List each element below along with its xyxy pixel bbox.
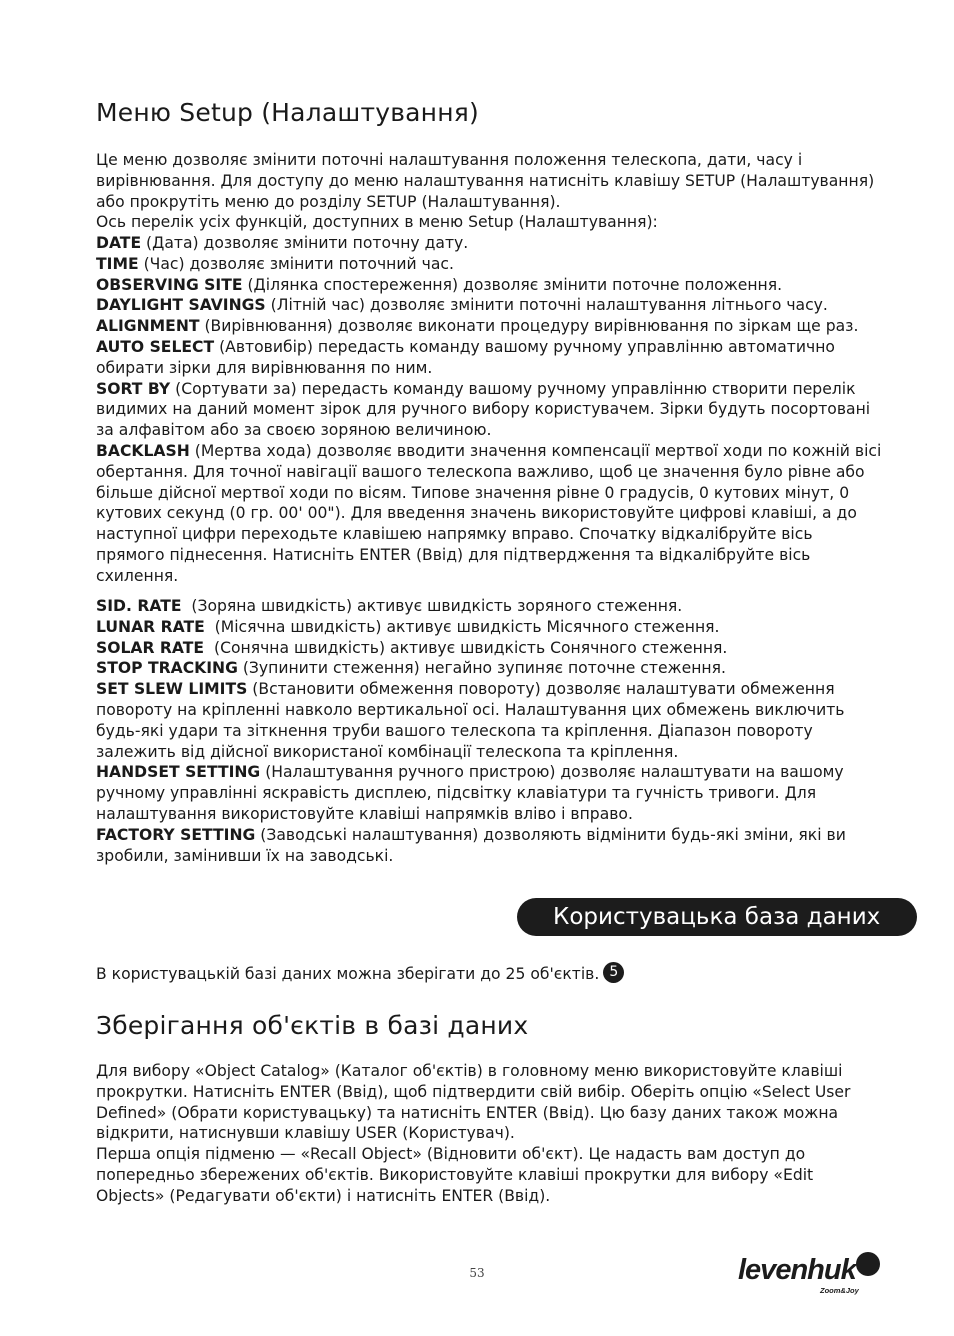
storing-line: Objects» (Редагувати об'єкти) і натисніть ENTER (Ввід). (96, 1186, 551, 1205)
user-database-text-block (96, 964, 886, 985)
setup-item-description: (Заводські налаштування) дозволяють відмінити будь-які зміни, які ви (255, 825, 846, 844)
setup-item-line (96, 295, 886, 316)
setup-item-term: BACKLASH (96, 441, 190, 460)
storing-line: відкрити, натиснувши клавішу USER (Користувач). (96, 1124, 515, 1143)
logo-tagline: Zoom&Joy (820, 1286, 859, 1295)
setup-item-term: SOLAR RATE (96, 638, 205, 657)
setup-item-line (96, 783, 886, 804)
storing-heading: Зберігання об'єктів в базі даних (96, 1011, 529, 1040)
setup-item-line (96, 483, 886, 504)
intro-line: Це меню дозволяє змінити поточні налаштування положення телескопа, дати, часу і (96, 151, 803, 169)
setup-item-description: (Місячна швидкість) активує швидкість Місячного стеження. (204, 617, 720, 636)
setup-item-description: (Дата) дозволяє змінити поточну дату. (141, 234, 469, 252)
setup-item-description: (Вирівнювання) дозволяє виконати процедуру вирівнювання по зіркам ще раз. (199, 317, 859, 336)
setup-item-line (96, 420, 886, 441)
user-database-banner: Користувацька база даних (517, 898, 917, 936)
storing-text (96, 1061, 886, 1207)
setup-item-line (96, 762, 886, 783)
setup-item-description: (Ділянка спостереження) дозволяє змінити поточне положення. (242, 275, 783, 294)
setup-intro (96, 150, 886, 233)
setup-item-line (96, 316, 886, 337)
setup-item-term: ALIGNMENT (96, 317, 200, 336)
setup-item-description: будь-які удари та зіткнення труби вашого телескопа та кріплення. Діапазон повороту (96, 721, 813, 740)
setup-item-line (96, 275, 886, 296)
setup-item-term: STOP TRACKING (96, 659, 238, 678)
setup-item-description: зробили, замінивши їх на заводські. (96, 846, 394, 865)
setup-item-description: більше дійсної мертвої ходи по вісям. Типове значення рівне 0 градусів, 0 кутових мінут, 0 (96, 483, 850, 502)
setup-item-description: (Літній час) дозволяє змінити поточні налаштування літнього часу. (265, 296, 828, 315)
setup-item-term: DAYLIGHT SAVINGS (96, 296, 266, 315)
setup-items-group-b (96, 596, 886, 866)
setup-item-line (96, 441, 886, 462)
user-database-text: В користувацькій базі даних можна зберігати до 25 об'єктів. (96, 965, 600, 983)
setup-item-term: AUTO SELECT (96, 337, 215, 356)
storing-line: Для вибору «Object Catalog» (Каталог об'єктів) в головному меню використовуйте клавіші (96, 1062, 843, 1080)
intro-line: вирівнювання. Для доступу до меню налаштування натисніть клавішу SETUP (Налаштування) (96, 171, 875, 190)
setup-item-line (96, 804, 886, 825)
setup-item-description: (Мертва хода) дозволяє вводити значення компенсації мертвої ходи по кожній вісі (189, 441, 882, 460)
setup-item-description: кутових секунд (0 гр. 00' 00"). Для введення значень використовуйте цифрові клавіші, а до (96, 504, 857, 523)
setup-item-term: TIME (96, 254, 139, 273)
page-number: 53 (469, 1266, 485, 1280)
setup-item-line (96, 566, 886, 587)
setup-item-line (96, 233, 886, 254)
setup-item-term: HANDSET SETTING (96, 763, 261, 782)
setup-item-term: LUNAR RATE (96, 617, 205, 636)
setup-item-term: SET SLEW LIMITS (96, 680, 248, 699)
setup-item-line (96, 379, 886, 400)
setup-items-group-a (96, 233, 886, 587)
setup-item-description: (Автовибір) передасть команду вашому ручному управлінню автоматично (214, 337, 835, 356)
intro-line: Ось перелік усіх функцій, доступних в меню Setup (Налаштування): (96, 213, 658, 232)
setup-item-line (96, 742, 886, 763)
setup-item-line (96, 596, 886, 617)
setup-item-description: прямого піднесення. Натисніть ENTER (Ввід) для підтвердження та відкалібруйте вісь (96, 545, 811, 564)
setup-item-line (96, 658, 886, 679)
setup-item-line (96, 679, 886, 700)
setup-item-description: (Час) дозволяє змінити поточний час. (138, 254, 454, 273)
storing-line: Перша опція підменю — «Recall Object» (Відновити об'єкт). Це надасть вам доступ до (96, 1145, 806, 1164)
setup-item-description: видимих на даний момент зірок для ручного вибору користувачем. Зірки будуть посортовані (96, 400, 871, 419)
setup-item-line (96, 254, 886, 275)
setup-item-line (96, 524, 886, 545)
setup-item-line (96, 399, 886, 420)
setup-item-line (96, 825, 886, 846)
setup-item-description: обертання. Для точної навігації вашого телескопа важливо, щоб це значення було рівне або (96, 462, 865, 481)
levenhuk-logo (736, 1252, 882, 1300)
setup-item-description: ручному управлінні яскравість дисплею, підсвітку клавіатури та гучність тривоги. Для (96, 784, 817, 803)
setup-item-line (96, 503, 886, 524)
logo-dot-icon (856, 1252, 880, 1276)
setup-item-line (96, 721, 886, 742)
setup-item-description: налаштування використовуйте клавіші напрямків вліво і вправо. (96, 804, 633, 823)
setup-item-description: залежить від дійсної використаної комбінації телескопа та кріплення. (96, 742, 679, 761)
setup-item-line (96, 545, 886, 566)
setup-item-description: (Зоряна швидкість) активує швидкість зоряного стеження. (181, 597, 683, 615)
setup-item-term: DATE (96, 234, 142, 252)
setup-item-description: схилення. (96, 566, 179, 585)
setup-item-term: OBSERVING SITE (96, 275, 243, 294)
setup-item-description: обирати зірки для вирівнювання по ним. (96, 358, 433, 377)
setup-heading: Меню Setup (Налаштування) (96, 98, 479, 127)
setup-item-description: повороту на кріпленні навколо вертикальної осі. Налаштування цих обмежень виключить (96, 700, 845, 719)
storing-line: попередньо збережених об'єктів. Використовуйте клавіші прокрутки для вибору «Edit (96, 1165, 814, 1184)
setup-item-term: FACTORY SETTING (96, 825, 256, 844)
setup-item-line (96, 638, 886, 659)
setup-item-line (96, 462, 886, 483)
setup-item-description: (Налаштування ручного пристрою) дозволяє налаштувати на вашому (260, 763, 844, 782)
setup-item-description: (Встановити обмеження повороту) дозволяє налаштувати обмеження (247, 680, 835, 699)
setup-item-line (96, 846, 886, 867)
setup-item-term: SORT BY (96, 379, 171, 398)
figure-ref-badge: 5 (603, 962, 624, 983)
storing-line: Defined» (Обрати користувацьку) та натисніть ENTER (Ввід). Цю базу даних також можна (96, 1103, 839, 1122)
storing-line: прокрутки. Натисніть ENTER (Ввід), щоб підтвердити свій вибір. Оберіть опцію «Select User (96, 1082, 851, 1101)
setup-item-line (96, 337, 886, 358)
setup-item-line (96, 700, 886, 721)
intro-line: або прокрутіть меню до розділу SETUP (Налаштування). (96, 192, 561, 211)
setup-item-description: наступної цифри переходьте клавішею напрямку вправо. Спочатку відкалібруйте вісь (96, 525, 813, 544)
setup-item-description: (Сонячна швидкість) активує швидкість Сонячного стеження. (204, 638, 728, 657)
setup-item-line (96, 358, 886, 379)
setup-item-description: (Зупинити стеження) негайно зупиняє поточне стеження. (237, 659, 726, 678)
logo-wordmark: levenhuk (738, 1254, 856, 1286)
setup-item-term: SID. RATE (96, 597, 182, 615)
setup-item-description: за алфавітом або за своєю зоряною величиною. (96, 421, 492, 440)
setup-item-line (96, 617, 886, 638)
setup-item-description: (Сортувати за) передасть команду вашому ручному управлінню створити перелік (170, 379, 856, 398)
